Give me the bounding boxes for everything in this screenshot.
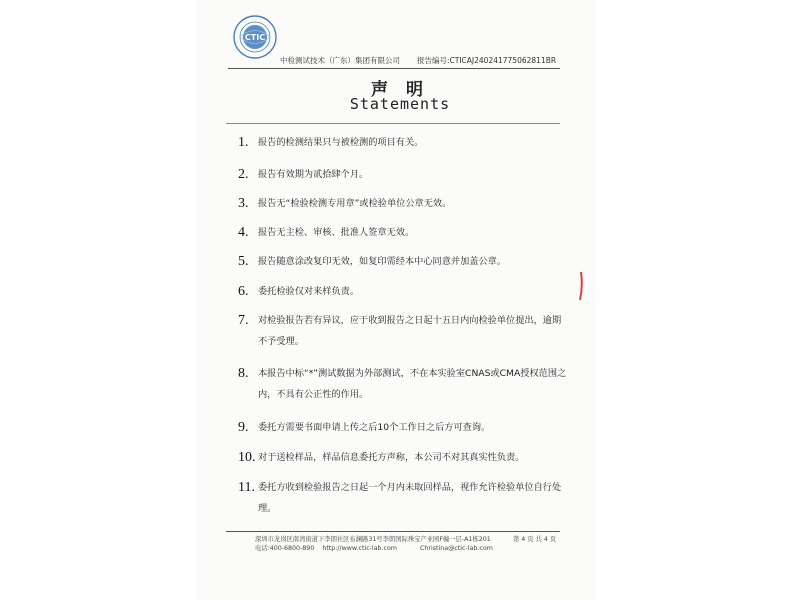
ctic-logo [232, 14, 278, 60]
item-number: 10. [238, 450, 256, 465]
item-number: 8. [238, 366, 249, 381]
header-divider [228, 68, 560, 69]
company-name: 中检测试技术（广东）集团有限公司 [280, 56, 400, 65]
item-number: 9. [238, 420, 249, 435]
item-number: 1. [238, 135, 249, 150]
footer-email[interactable]: Christina@ctic-lab.com [420, 545, 493, 552]
item-number: 7. [238, 313, 249, 328]
item-text: 报告的检测结果只与被检测的项目有关。 [258, 137, 424, 148]
item-text: 委托检验仅对来样负责。 [258, 286, 360, 297]
item-text: 报告随意涂改复印无效，如复印需经本中心同意并加盖公章。 [258, 256, 507, 267]
item-text: 本报告中标“*”测试数据为外部测试，不在本实验室CNAS或CMA授权范围之内，不具有公正性的作用。 [258, 368, 567, 400]
item-text: 委托方收到检验报告之日起一个月内未取回样品，视作允许检验单位自行处理。 [258, 482, 562, 514]
report-header [232, 14, 562, 74]
item-text: 报告无主检、审核、批准人签章无效。 [258, 227, 415, 238]
footer-website[interactable]: http://www.ctic-lab.com [322, 545, 397, 552]
report-footer [255, 535, 565, 553]
item-text: 报告无“检验检测专用章”或检验单位公章无效。 [258, 198, 452, 209]
item-number: 5. [238, 254, 249, 269]
item-text: 报告有效期为贰拾肆个月。 [258, 169, 369, 180]
title-divider [226, 123, 560, 124]
title-chinese: 声 明 [371, 80, 429, 100]
item-number: 11. [238, 480, 255, 495]
item-text: 对检验报告若有异议，应于收到报告之日起十五日内向检验单位提出，逾期不予受理。 [258, 315, 562, 347]
item-number: 2. [238, 167, 249, 182]
footer-contact [255, 544, 565, 553]
red-edge-mark [578, 272, 583, 300]
page-indicator: 第 4 页 共 4 页 [513, 536, 557, 543]
report-number: 报告编号:CTICAJ240241775062811BR [417, 56, 557, 65]
item-text: 对于送检样品，样品信息委托方声称，本公司不对其真实性负责。 [258, 452, 525, 463]
item-number: 4. [238, 225, 249, 240]
item-number: 6. [238, 284, 249, 299]
title-english: Statements [349, 95, 451, 113]
item-text: 委托方需要书面申请上传之后10个工作日之后方可查询。 [258, 422, 491, 433]
item-number: 3. [238, 196, 249, 211]
footer-address: 深圳市龙岗区南湾街道下李朗社区布澜路31号李朗国际珠宝产业园F幢一层-A1栋201 [255, 536, 491, 543]
footer-phone: 电话:400-6800-890 [255, 545, 315, 552]
logo-text: CTIC [244, 33, 266, 42]
footer-divider [226, 531, 560, 532]
